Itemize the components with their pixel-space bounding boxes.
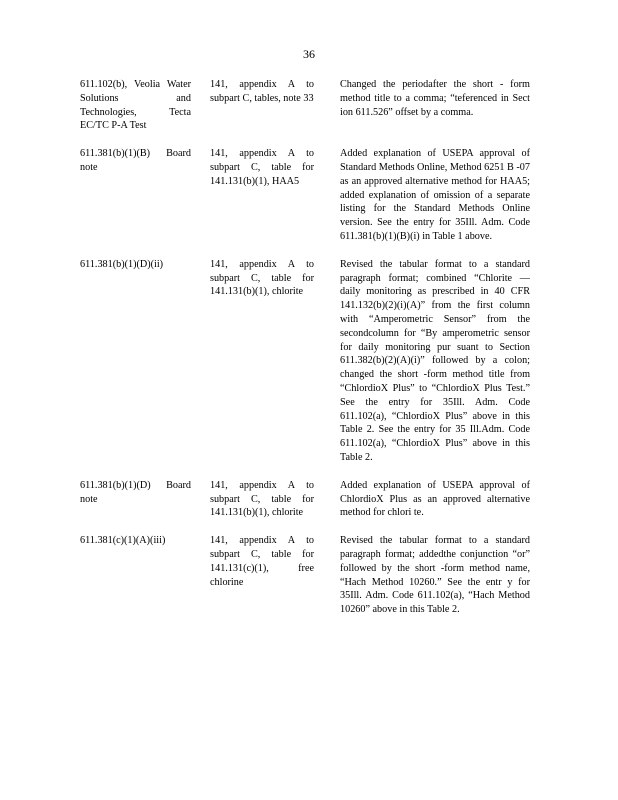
cfr-reference-cell: 141, appendix A to subpart C, table for 141.131(b)(1), chlorite: [210, 258, 314, 298]
explanation-cell: Added explanation of USEPA approval of ChlordioX Plus as an approved alternative method for chlori te.: [340, 479, 530, 519]
section-cell: 611.102(b), Veolia Water Solutions and Technologies, Tecta EC/TC P-A Test: [80, 79, 191, 132]
section-cell: 611.381(b)(1)(D)(ii): [80, 258, 164, 270]
table-row: [80, 258, 540, 465]
cfr-reference-cell: 141, appendix A to subpart C, table for 141.131(c)(1), free chlorine: [210, 535, 314, 588]
cfr-reference-cell: 141, appendix A to subpart C, tables, note 33: [210, 79, 314, 104]
explanation-cell: Changed the periodafter the short - form method title to a comma; “teferenced in Sect ion 611.526” offset by a comma.: [340, 79, 530, 118]
table-row: [80, 147, 540, 244]
explanation-cell: Revised the tabular format to a standard paragraph format; addedthe conjunction “or” followed by the short -form method name, “Hach Method 10260.” See the entr y for 35Ill. Adm. Code 611.102(a), “Hach Method 10260” above in this Table 2.: [340, 535, 530, 616]
table-row: [80, 534, 540, 617]
section-cell: 611.381(c)(1)(A)(iii): [80, 535, 166, 547]
amendment-table: [80, 78, 540, 631]
cfr-reference-cell: 141, appendix A to subpart C, table for 141.131(b)(1), HAA5: [210, 148, 314, 187]
table-row: [80, 78, 540, 133]
explanation-cell: Added explanation of USEPA approval of Standard Methods Online, Method 6251 B -07 as an approved alternative method for HAA5; added explanation of omission of a separate listing for the Standard Methods Online version. See the entry for 35Ill. Adm. Code 611.381(b)(1)(B)(i) in Table 1 above.: [340, 148, 530, 242]
explanation-cell: Revised the tabular format to a standard paragraph format; combined “Chlorite — daily monitoring as prescribed in 40 CFR 141.132(b)(2)(i)(A)” from the first column with “Amperometric Sensor” from the secondcolumn for “By amperometric sensor for daily monitoring pur suant to Section 611.382(b)(2)(A)(i)” followed by a colon; changed the short -form method title from “ChlordioX Plus” to “ChlordioX Plus Test.” See the entry for 35Ill. Adm. Code 611.102(a), “ChlordioX Plus” above in this Table 2. See the entry for 35 Ill.Adm. Code 611.102(a), “ChlordioX Plus” above in this Table 2.: [340, 258, 530, 463]
section-cell: 611.381(b)(1)(B) Board note: [80, 148, 191, 173]
page-number: 36: [303, 47, 315, 61]
section-cell: 611.381(b)(1)(D) Board note: [80, 479, 191, 505]
cfr-reference-cell: 141, appendix A to subpart C, table for 141.131(b)(1), chlorite: [210, 479, 314, 519]
table-row: [80, 479, 540, 520]
